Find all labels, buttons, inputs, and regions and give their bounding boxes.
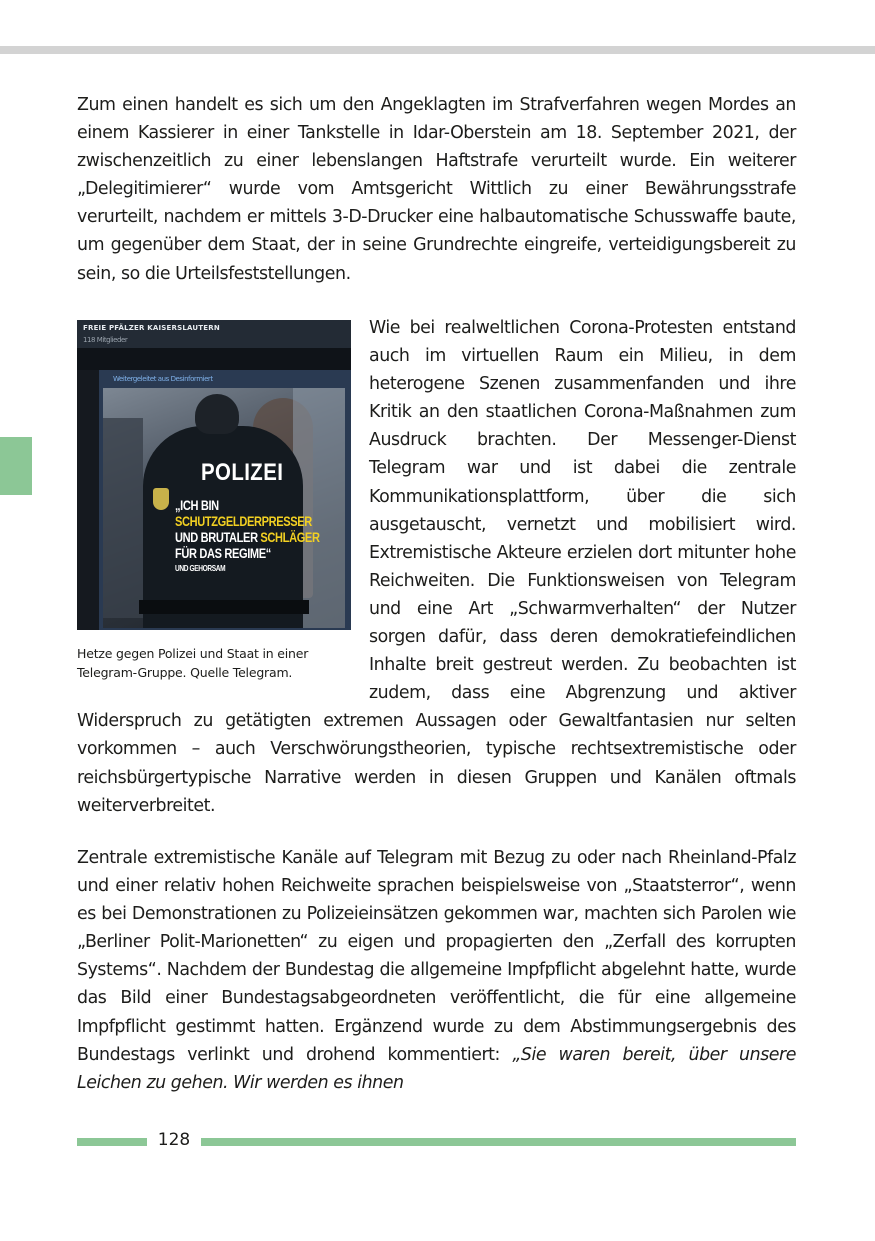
figure-caption: Hetze gegen Polizei und Staat in einer Telegram-Gruppe. Quelle Telegram. [77, 646, 309, 680]
telegram-header [77, 320, 351, 348]
vest-polizei-text: POLIZEI [201, 459, 284, 486]
paragraph-3 [77, 844, 796, 1097]
telegram-chat-background [77, 348, 351, 370]
paragraph-1 [77, 91, 796, 288]
slogan-line: „ICH BIN [175, 498, 219, 513]
paragraph-3-body: Zentrale extremistische Kanäle auf Telegram mit Bezug zu oder nach Rheinland-Pfalz und einer relativ hohen Reichweite sprachen beispielsweise von „Staatsterror“, wenn es bei Demonstrationen zu Polizeieinsätzen gekommen war, machten sich Parolen wie „Berliner Polit-Marionetten“ zu eigen und propagierten den „Zerfall des korrupten Systems“. Nachdem der Bundestag die allgemeine Impfpflicht abgelehnt hatte, wurde das Bild einer Bundestagsabgeordneten veröffentlicht, die für eine allgemeine Impfpflicht gestimmt hatten. Ergänzend wurde zu dem Abstimmungsergebnis des Bundestags verlinkt und drohend kommentiert: [77, 848, 796, 1065]
paragraph-1-text: Zum einen handelt es sich um den Angeklagten im Strafverfahren wegen Mordes an einem Kassierer in einer Tankstelle in Idar-Oberstein am 18. September 2021, der zwischenzeitlich zu einer lebenslangen Haftstrafe verurteilt wurde. Ein weiterer „Delegitimierer“ wurde vom Amtsgericht Wittlich zu einer Bewährungsstrafe verurteilt, nachdem er mittels 3-D-Drucker eine halbautomatische Schusswaffe baute, um gegenüber dem Staat, der in seine Grundrechte eingreife, verteidigungsbereit zu sein, so die Urteilsfeststellungen. [77, 95, 796, 284]
telegram-screenshot-image [77, 320, 351, 630]
hate-slogan-overlay [175, 498, 320, 576]
background-figure [103, 418, 143, 618]
footer-rule-left [77, 1138, 147, 1146]
footer-rule-right [201, 1138, 796, 1146]
slogan-line-part: SCHLÄGER [260, 530, 320, 545]
paragraph-2-text: Wie bei realweltlichen Corona-Protesten entstand auch im virtuellen Raum ein Milieu, in dem heterogene Szenen zusammenfanden und ihre Kritik an den staatlichen Corona-Maßnahmen zum Ausdruck brachten. Der Messenger-Dienst Telegram war und ist dabei die zentrale Kommunikationsplattform, über die sich ausgetauscht, vernetzt und mobilisiert wird. Extremistische Akteure erzielen dort mitunter hohe Reichweiten. Die Funktionsweisen von Telegram und eine Art „Schwarmverhalten“ der Nutzer sorgen dafür, dass deren demokratiefeindlichen Inhalte breit gestreut werden. Zu beobachten ist zudem, dass eine Abgrenzung und aktiver Widerspruch zu getätigten extremen Aussagen oder Gewaltfantasien nur selten vorkommen – auch Verschwörungstheorien, typische rechtsextremistische oder reichsbürgertypische Narrative werden in diesen Gruppen und Kanälen oftmals weiterverbreitet. [77, 318, 796, 816]
police-badge-icon [153, 488, 169, 510]
slogan-line: UND GEHORSAM [175, 564, 226, 573]
figure [77, 320, 351, 682]
telegram-group-title: FREIE PFÄLZER KAISERSLAUTERN [83, 324, 220, 332]
paragraph-3-quote: „Sie waren bereit, über unsere Leichen zu gehen. Wir werden es ihnen [77, 1044, 796, 1093]
slogan-line [175, 530, 320, 546]
slogan-line-part: UND BRUTALER [175, 530, 261, 545]
slogan-line: SCHUTZGELDERPRESSER [175, 514, 312, 529]
paragraph-3-text [77, 844, 796, 1097]
paragraph-2-block [77, 314, 796, 820]
chapter-side-tab [0, 437, 32, 495]
telegram-forwarded-label: Weitergeleitet aus Desinformiert [113, 375, 213, 383]
page-number: 128 [157, 1130, 191, 1150]
officer-belt [139, 600, 309, 614]
slogan-line: FÜR DAS REGIME“ [175, 546, 271, 561]
telegram-member-count: 118 Mitglieder [83, 336, 128, 344]
police-officer-photo [103, 388, 345, 628]
top-rule [0, 46, 875, 54]
officer-head [195, 394, 239, 434]
